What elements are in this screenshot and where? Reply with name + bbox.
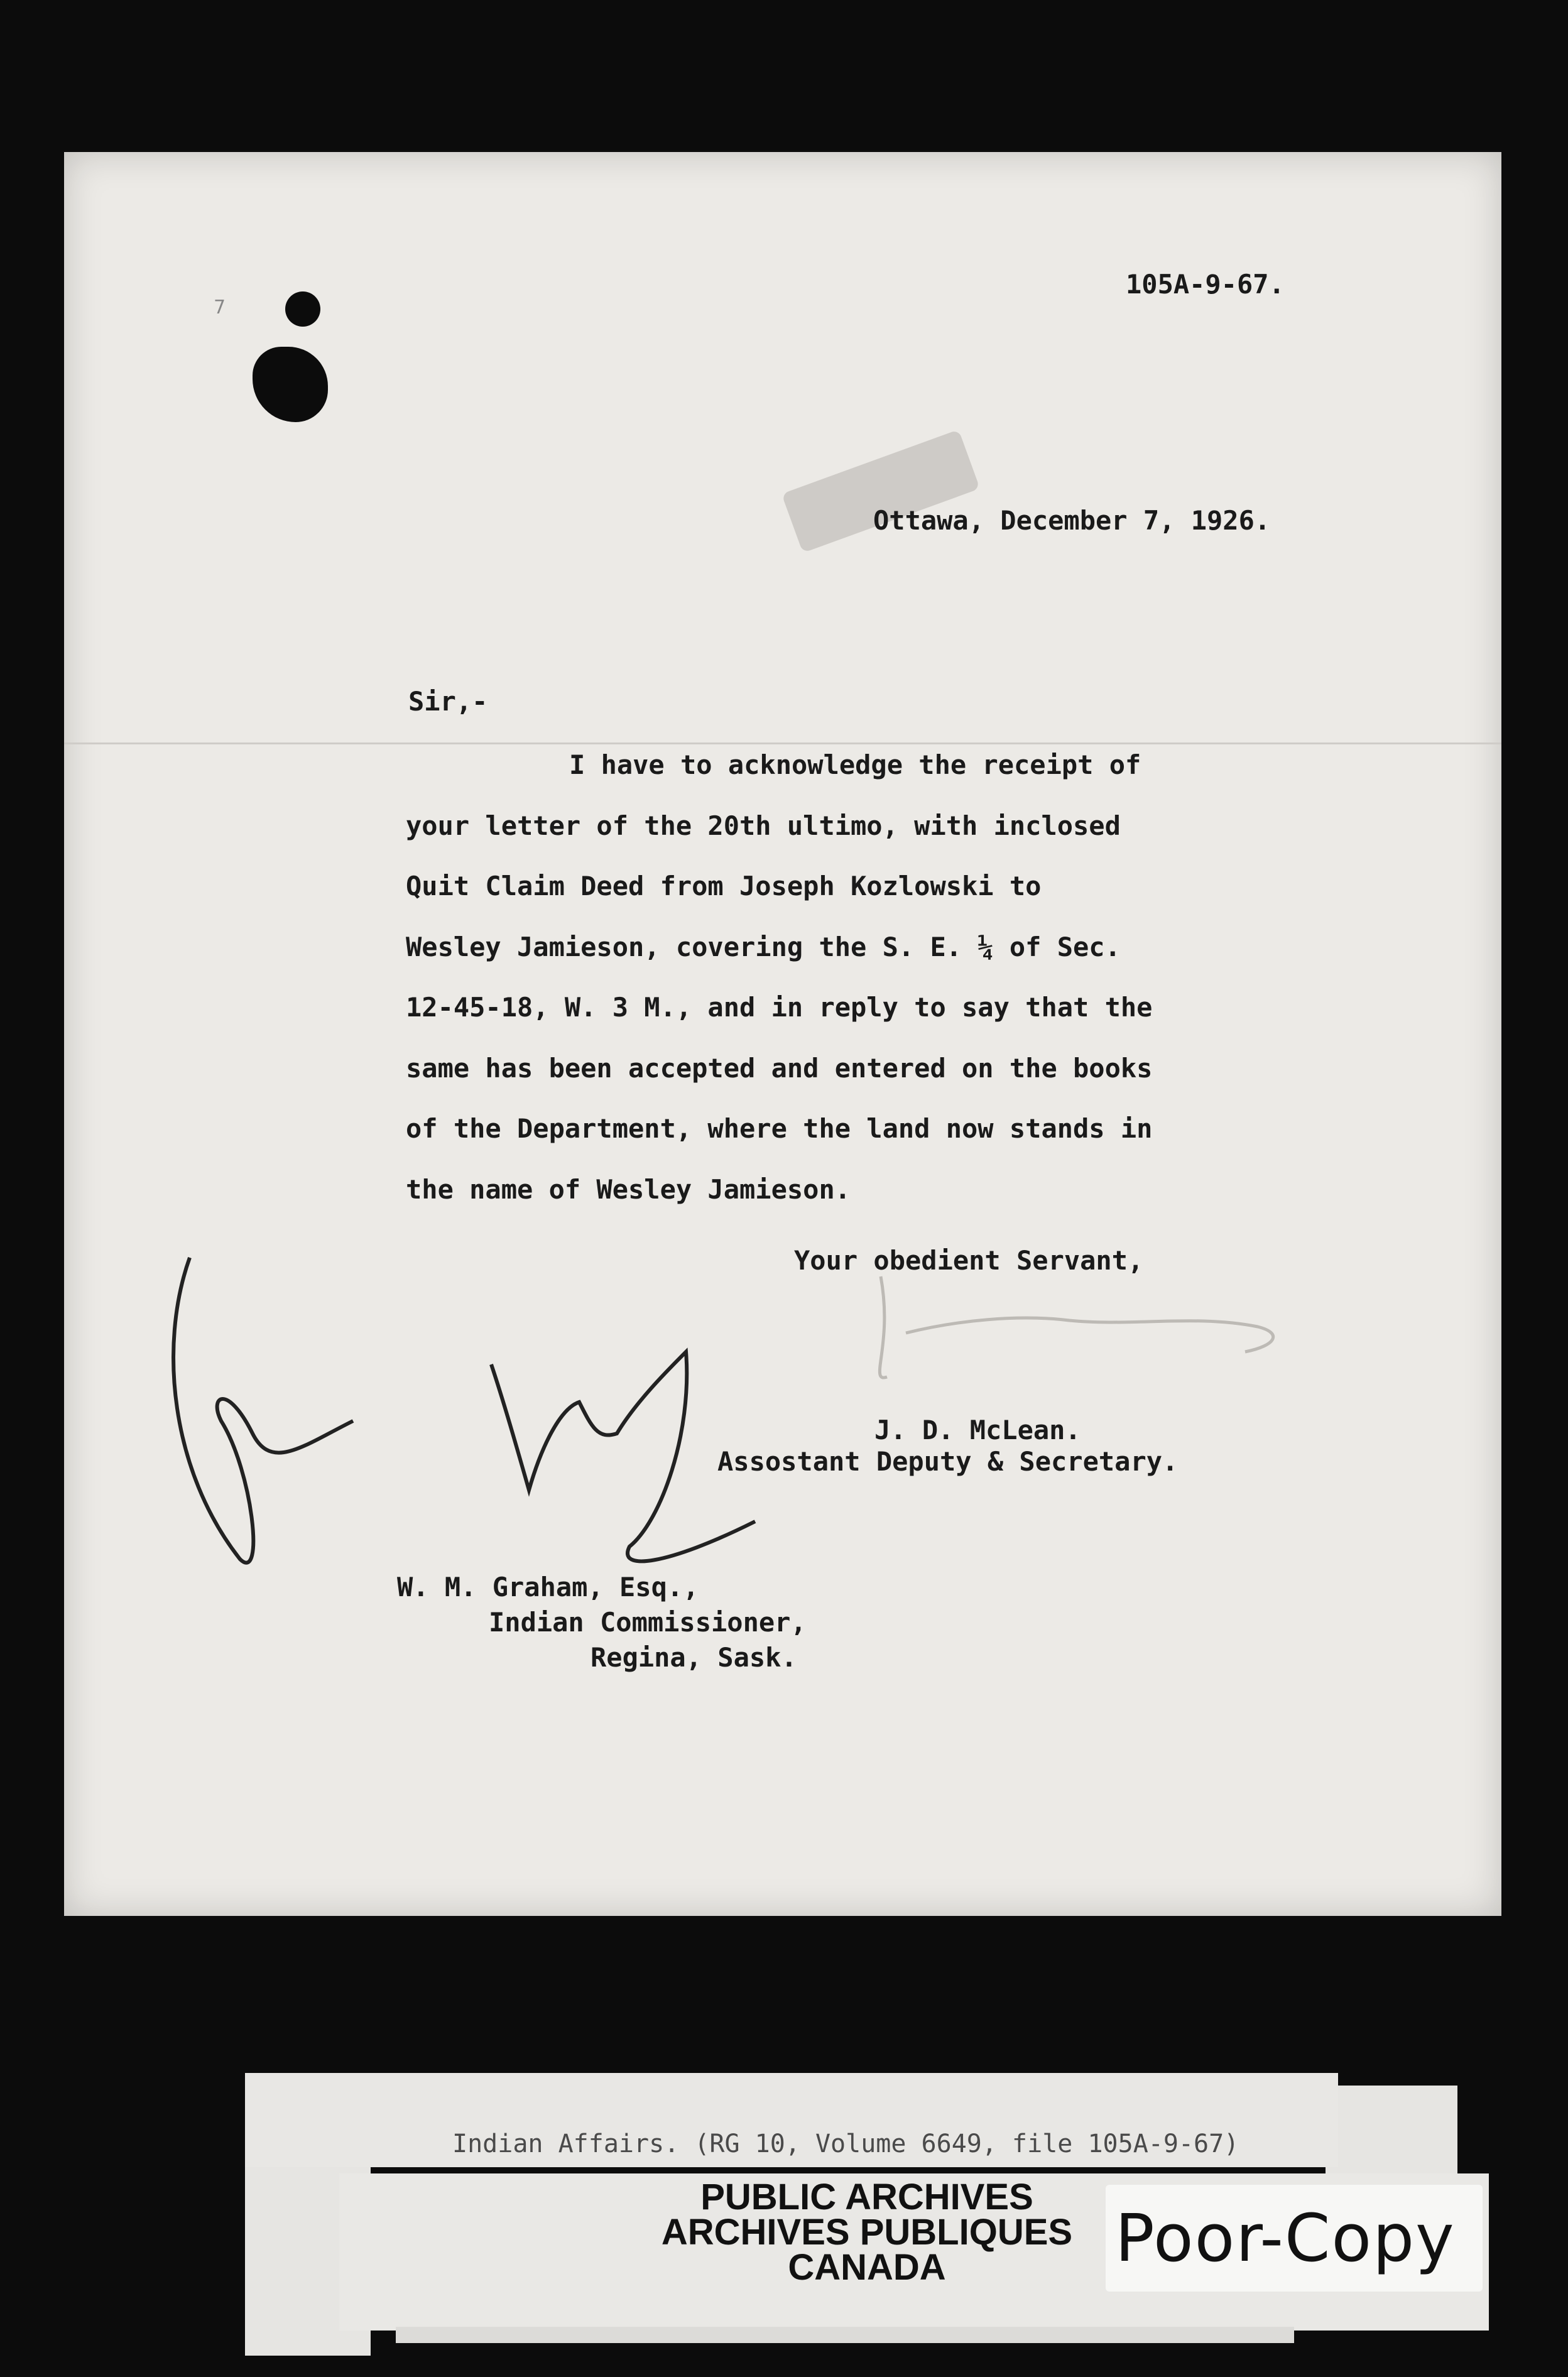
body-line: Quit Claim Deed from Joseph Kozlowski to [406, 871, 1042, 901]
archive-line-1: PUBLIC ARCHIVES [700, 2177, 1033, 2217]
letter-page [64, 152, 1501, 1916]
body-line: your letter of the 20th ultimo, with inclosed [406, 810, 1121, 841]
salutation: Sir,- [408, 686, 488, 717]
address-line: Indian Commissioner, [489, 1607, 807, 1638]
poor-copy-note: Poor-Copy [1115, 2200, 1456, 2276]
archive-name [647, 2177, 1087, 2288]
address-line: W. M. Graham, Esq., [397, 1572, 699, 1602]
body-line: the name of Wesley Jamieson. [406, 1173, 851, 1205]
archive-label-bottom [396, 2327, 1294, 2343]
address-line: Regina, Sask. [591, 1642, 797, 1673]
closing: Your obedient Servant, [794, 1245, 1144, 1276]
faint-signature [879, 1276, 1273, 1378]
body-line: of the Department, where the land now stands in [406, 1113, 1153, 1144]
left-scribble [173, 1258, 353, 1563]
body-line: Wesley Jamieson, covering the S. E. ¼ of Sec. [406, 931, 1121, 962]
file-number: 105A-9-67. [1126, 269, 1285, 300]
margin-mark: 7 [214, 296, 226, 318]
archive-line-2: ARCHIVES PUBLIQUES [661, 2212, 1073, 2253]
body-line: 12-45-18, W. 3 M., and in reply to say that the [406, 992, 1153, 1023]
signatory-name: J. D. McLean. [874, 1415, 1081, 1445]
signatory-title: Assostant Deputy & Secretary. [717, 1446, 1179, 1477]
archive-line-3: CANADA [788, 2247, 946, 2288]
archive-reference: Indian Affairs. (RG 10, Volume 6649, file 105A-9-67) [452, 2130, 1239, 2158]
handwritten-signatures [64, 152, 1501, 1916]
body-line: same has been accepted and entered on the books [406, 1052, 1153, 1084]
initials-signature [491, 1352, 755, 1561]
letter-date: Ottawa, December 7, 1926. [873, 505, 1271, 536]
body-line: I have to acknowledge the receipt of [569, 749, 1141, 780]
